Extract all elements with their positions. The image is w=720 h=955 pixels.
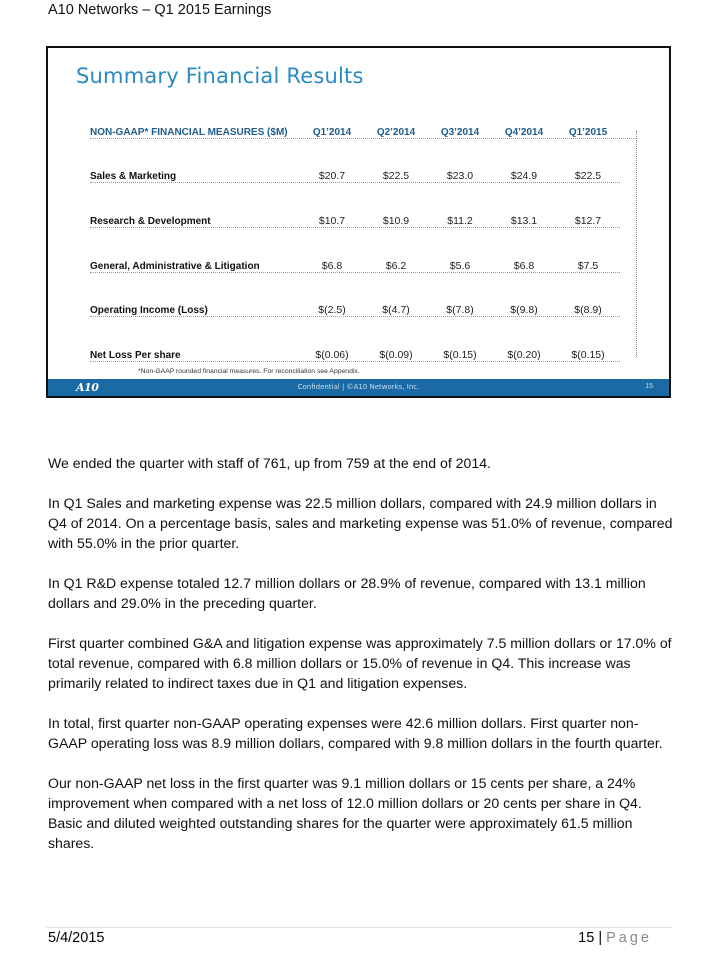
column-header: Q1’2014 — [312, 127, 352, 138]
table-row — [90, 209, 620, 228]
table-cell: $(0.20) — [507, 349, 541, 361]
row-label: Research & Development — [90, 216, 211, 227]
table-row — [90, 254, 620, 273]
confidential-notice: Confidential | ©A10 Networks, Inc. — [297, 383, 420, 391]
table-cell: $10.7 — [318, 215, 346, 227]
slide-footer-bar — [48, 379, 669, 396]
table-cell: $10.9 — [382, 215, 410, 227]
table-cell: $(8.9) — [574, 304, 602, 316]
table-row — [90, 164, 620, 183]
slide-title: Summary Financial Results — [76, 64, 364, 88]
footer-date: 5/4/2015 — [48, 930, 105, 946]
column-header: Q1’2015 — [568, 127, 608, 138]
table-cell: $(7.8) — [446, 304, 474, 316]
footer-divider — [46, 927, 672, 928]
slide-summary-financial-results — [46, 46, 671, 398]
table-cell: $(0.09) — [379, 349, 413, 361]
table-cell: $11.2 — [447, 215, 473, 227]
table-cell: $(2.5) — [318, 304, 346, 316]
table-cell: $13.1 — [510, 215, 538, 227]
page-word: Page — [606, 930, 652, 946]
table-cell: $6.2 — [385, 260, 407, 272]
table-cell: $24.9 — [510, 170, 538, 182]
table-cell: $(9.8) — [510, 304, 538, 316]
footer-page-number — [578, 930, 652, 946]
column-header: Q2’2014 — [376, 127, 416, 138]
paragraph: We ended the quarter with staff of 761, up from 759 at the end of 2014. — [48, 455, 491, 471]
table-header-row — [90, 120, 636, 139]
document-header: A10 Networks – Q1 2015 Earnings — [48, 2, 272, 18]
table-cell: $(0.06) — [315, 349, 349, 361]
paragraph: Our non-GAAP net loss in the first quarter was 9.1 million dollars or 15 cents per share, a 24% improvement when compared with a net loss of 12.0 million dollars or 20 cents per share in Q4. Basic and diluted weighted outstanding shares for the quarter were approximately 61.5 million shares. — [48, 775, 642, 851]
table-cell: $20.7 — [318, 170, 346, 182]
row-label: Net Loss Per share — [90, 350, 181, 361]
a10-logo-icon: A10 — [76, 381, 99, 394]
body-text — [48, 453, 673, 873]
table-cell: $22.5 — [382, 170, 410, 182]
column-header: Q4’2014 — [504, 127, 544, 138]
table-row — [90, 343, 620, 362]
slide-footnote: *Non-GAAP rounded financial measures. For reconciliation see Appendix. — [138, 368, 360, 375]
table-cell: $5.6 — [449, 260, 471, 272]
table-cell: $7.5 — [577, 260, 599, 272]
column-header: Q3’2014 — [440, 127, 480, 138]
page-separator: | — [598, 930, 603, 946]
table-right-border — [636, 131, 637, 357]
paragraph: In Q1 Sales and marketing expense was 22.5 million dollars, compared with 24.9 million dollars in Q4 of 2014. On a percentage basis, sales and marketing expense was 51.0% of revenue, compared with 55.0% in the prior quarter. — [48, 495, 673, 551]
paragraph: In Q1 R&D expense totaled 12.7 million dollars or 28.9% of revenue, compared with 13.1 million dollars and 29.0% in the preceding quarter. — [48, 575, 646, 611]
table-cell: $6.8 — [321, 260, 343, 272]
table-row — [90, 298, 620, 317]
table-header-label: NON-GAAP* FINANCIAL MEASURES ($M) — [90, 127, 288, 138]
page-number: 15 — [578, 930, 595, 946]
table-cell: $(0.15) — [443, 349, 477, 361]
table-cell: $(4.7) — [382, 304, 410, 316]
table-cell: $22.5 — [574, 170, 602, 182]
row-label: General, Administrative & Litigation — [90, 261, 260, 272]
table-cell: $(0.15) — [571, 349, 605, 361]
paragraph: First quarter combined G&A and litigation expense was approximately 7.5 million dollars or 17.0% of total revenue, compared with 6.8 million dollars or 15.0% of revenue in Q4. This increase was primarily related to indirect taxes due in Q1 and litigation expenses. — [48, 635, 672, 691]
paragraph: In total, first quarter non-GAAP operating expenses were 42.6 million dollars. First quarter non-GAAP operating loss was 8.9 million dollars, compared with 9.8 million dollars in the fourth quarter. — [48, 715, 663, 751]
table-cell: $6.8 — [513, 260, 535, 272]
table-cell: $12.7 — [574, 215, 602, 227]
row-label: Operating Income (Loss) — [90, 305, 208, 316]
slide-number: 15 — [645, 383, 653, 390]
table-cell: $23.0 — [446, 170, 474, 182]
row-label: Sales & Marketing — [90, 171, 177, 182]
